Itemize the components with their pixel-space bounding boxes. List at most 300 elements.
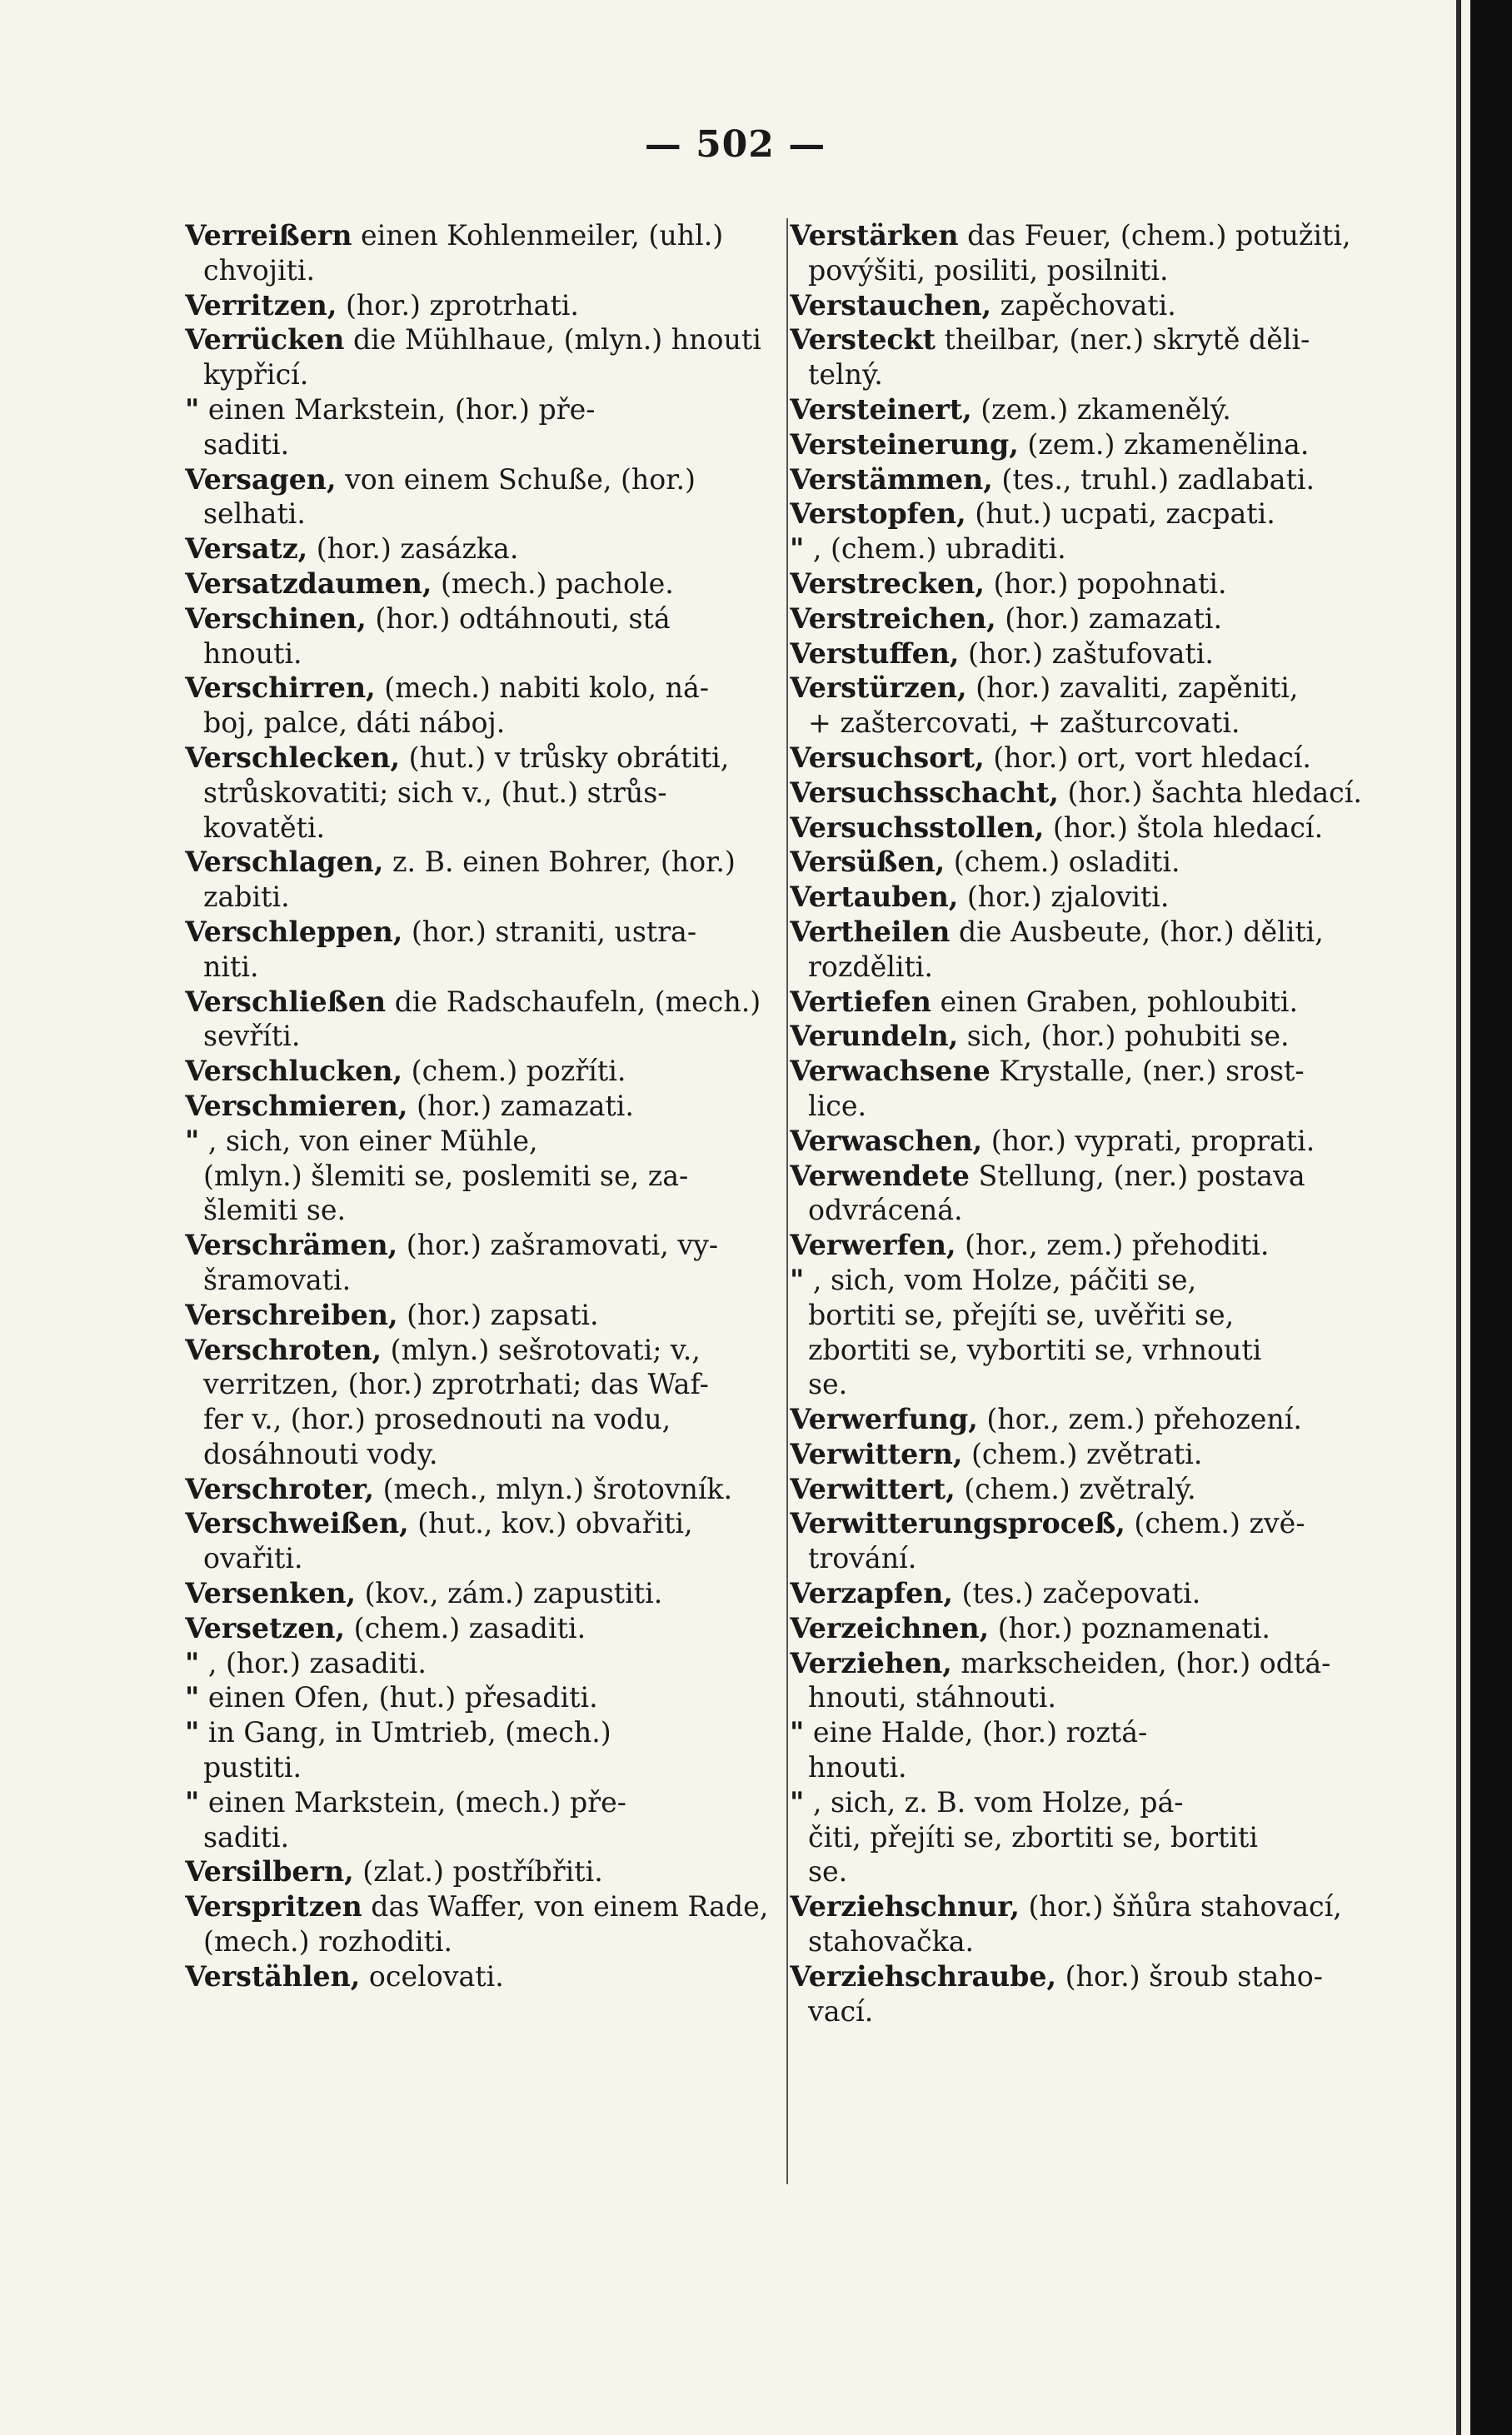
entry-text: (hor.) šachta hledací.: [1067, 776, 1362, 809]
entry-text: (hut.) ucpati, zacpati.: [975, 497, 1275, 531]
entry-headword: Vertiefen: [790, 985, 931, 1018]
entry-first-line: [185, 1506, 785, 1541]
dictionary-entry: [185, 1124, 785, 1228]
entry-text: (hor.) zamazati.: [1005, 601, 1223, 635]
entry-first-line: [790, 915, 1406, 950]
entry-headword: Versilbern,: [185, 1855, 354, 1889]
entry-first-line: [790, 566, 1406, 601]
entry-continuation-line: [185, 1541, 785, 1576]
entry-text: (mech.) nabiti kolo, ná-: [384, 671, 710, 705]
entry-first-line: [790, 1054, 1406, 1089]
entry-text: se.: [808, 1855, 848, 1889]
entry-text: kovatěti.: [203, 811, 326, 844]
dictionary-entry: [185, 1715, 785, 1785]
dictionary-entry: [790, 218, 1406, 288]
entry-headword: Versuchsort,: [790, 741, 985, 774]
entry-continuation-line: [790, 1924, 1406, 1959]
entry-first-line: [790, 392, 1406, 427]
entry-continuation-line: [790, 1820, 1406, 1855]
dictionary-entry: [185, 985, 785, 1055]
dictionary-entry: [790, 1472, 1406, 1507]
entry-headword: Verwachsene: [790, 1055, 991, 1088]
entry-headword: Verritzen,: [185, 288, 337, 322]
entry-headword: ": [185, 1785, 200, 1819]
entry-text: (chem.) zvětrati.: [971, 1437, 1203, 1470]
entry-text: (hor.) štola hledací.: [1052, 811, 1324, 844]
entry-first-line: [185, 1472, 785, 1507]
entry-continuation-line: [790, 1750, 1406, 1785]
entry-first-line: [790, 1228, 1406, 1263]
entry-text: (hor.) odtáhnouti, stá: [375, 601, 671, 635]
entry-text: pustiti.: [203, 1751, 302, 1784]
entry-headword: Verundeln,: [790, 1020, 959, 1053]
dictionary-entry: [790, 1159, 1406, 1229]
entry-text: z. B. einen Bohrer, (hor.): [392, 846, 736, 879]
entry-text: die Mühlhaue, (mlyn.) hnouti: [352, 323, 761, 357]
entry-text: Krystalle, (ner.) srost-: [999, 1055, 1305, 1088]
dictionary-entry: [790, 392, 1406, 427]
entry-text: (hor.) zamazati.: [417, 1089, 634, 1122]
entry-continuation-line: [790, 706, 1406, 741]
entry-text: die Ausbeute, (hor.) děliti,: [958, 915, 1324, 948]
entry-headword: Verziehschraube,: [790, 1959, 1057, 1993]
entry-headword: Verzeichnen,: [790, 1611, 990, 1644]
entry-continuation-line: [185, 636, 785, 671]
entry-headword: Vertauben,: [790, 881, 959, 914]
entry-text: strůskovatiti; sich v., (hut.) strůs-: [203, 776, 667, 809]
entry-first-line: [790, 811, 1406, 846]
entry-headword: Verwittern,: [790, 1437, 963, 1470]
entry-headword: Verschreiben,: [185, 1298, 398, 1331]
entry-first-line: [790, 671, 1406, 706]
dictionary-entry: [185, 531, 785, 566]
entry-text: (hor.) zprotrhati.: [345, 288, 579, 322]
entry-continuation-line: [185, 1019, 785, 1054]
entry-first-line: [790, 601, 1406, 636]
entry-headword: Verschinen,: [185, 601, 367, 635]
entry-text: markscheiden, (hor.) odtá-: [961, 1646, 1331, 1679]
dictionary-entry: [790, 915, 1406, 985]
entry-continuation-line: [790, 1854, 1406, 1889]
dictionary-entry: [185, 671, 785, 741]
dictionary-entry: [185, 1228, 785, 1298]
entry-text: , sich, z. B. vom Holze, pá-: [812, 1785, 1184, 1819]
entry-headword: Verschleppen,: [185, 915, 403, 948]
dictionary-entry: [790, 288, 1406, 323]
entry-text: sich, (hor.) pohubiti se.: [966, 1020, 1290, 1053]
entry-headword: Verstärken: [790, 219, 959, 252]
entry-first-line: [185, 985, 785, 1020]
entry-first-line: [185, 1715, 785, 1750]
dictionary-entry: [185, 1576, 785, 1611]
entry-text: (kov., zám.) zapustiti.: [364, 1577, 663, 1610]
entry-text: saditi.: [203, 427, 290, 461]
entry-headword: Verzapfen,: [790, 1577, 953, 1610]
entry-first-line: [185, 1680, 785, 1715]
entry-text: (hor.) zašramovati, vy-: [406, 1229, 719, 1262]
entry-text: se.: [808, 1368, 848, 1401]
entry-continuation-line: [185, 1402, 785, 1437]
entry-text: das Waffer, von einem Rade,: [371, 1890, 769, 1924]
entry-headword: Verwitterungsproceß,: [790, 1507, 1125, 1540]
dictionary-entry: [185, 915, 785, 985]
entry-headword: Verziehschnur,: [790, 1890, 1020, 1924]
dictionary-entry: [790, 427, 1406, 462]
entry-first-line: [790, 845, 1406, 880]
dictionary-entry: [790, 1611, 1406, 1646]
entry-text: kypřicí.: [203, 358, 309, 392]
dictionary-entry: [185, 1472, 785, 1507]
entry-headword: ": [790, 1785, 805, 1819]
entry-text: zabiti.: [203, 881, 290, 914]
entry-headword: Verschweißen,: [185, 1507, 409, 1540]
entry-text: einen Kohlenmeiler, (uhl.): [361, 219, 724, 252]
entry-headword: ": [790, 1263, 805, 1296]
entry-text: (chem.) pozříti.: [411, 1055, 626, 1088]
entry-headword: Versagen,: [185, 462, 337, 496]
entry-continuation-line: [185, 1367, 785, 1402]
entry-continuation-line: [185, 1750, 785, 1785]
entry-first-line: [790, 1715, 1406, 1750]
entry-first-line: [185, 392, 785, 427]
entry-text: dosáhnouti vody.: [203, 1437, 438, 1470]
entry-headword: Versuchsstollen,: [790, 811, 1045, 844]
entry-text: ocelovati.: [368, 1959, 504, 1993]
entry-text: verritzen, (hor.) zprotrhati; das Waf-: [203, 1368, 709, 1401]
entry-first-line: [790, 880, 1406, 915]
dictionary-entry: [790, 1054, 1406, 1124]
entry-headword: ": [185, 392, 200, 426]
entry-text: (hor.) zjaloviti.: [966, 881, 1170, 914]
entry-text: bortiti se, přejíti se, uvěřiti se,: [808, 1298, 1235, 1331]
entry-continuation-line: [185, 950, 785, 985]
entry-text: (hor.) vyprati, proprati.: [991, 1124, 1315, 1157]
entry-continuation-line: [185, 776, 785, 811]
entry-first-line: [185, 1854, 785, 1889]
entry-text: einen Ofen, (hut.) přesaditi.: [207, 1681, 598, 1714]
entry-headword: Versetzen,: [185, 1611, 346, 1644]
entry-continuation-line: [790, 1367, 1406, 1402]
entry-headword: ": [185, 1681, 200, 1714]
entry-text: rozděliti.: [808, 950, 933, 983]
entry-continuation-line: [185, 496, 785, 531]
entry-headword: Verreißern: [185, 219, 352, 252]
dictionary-entry: [790, 462, 1406, 497]
entry-text: (hor.) poznamenati.: [997, 1611, 1270, 1644]
entry-headword: Verwittert,: [790, 1472, 956, 1505]
entry-first-line: [185, 845, 785, 880]
dictionary-entry: [790, 636, 1406, 671]
entry-headword: Verschlucken,: [185, 1055, 403, 1088]
dictionary-entry: [185, 1298, 785, 1333]
entry-first-line: [790, 462, 1406, 497]
dictionary-entry: [790, 322, 1406, 392]
entry-first-line: [185, 288, 785, 323]
entry-text: saditi.: [203, 1820, 290, 1854]
entry-headword: Versteinert,: [790, 392, 972, 426]
entry-headword: Vertheilen: [790, 915, 951, 948]
entry-text: (hor.) popohnati.: [993, 566, 1227, 600]
entry-continuation-line: [185, 427, 785, 462]
dictionary-entry: [790, 1019, 1406, 1054]
entry-headword: Verschrämen,: [185, 1229, 398, 1262]
entry-headword: Verziehen,: [790, 1646, 952, 1679]
entry-first-line: [185, 915, 785, 950]
dictionary-entry: [185, 741, 785, 845]
dictionary-entry: [185, 1611, 785, 1646]
entry-first-line: [790, 1785, 1406, 1820]
dictionary-entry: [185, 288, 785, 323]
entry-first-line: [790, 322, 1406, 357]
entry-text: + zaštercovati, + zašturcovati.: [808, 706, 1240, 740]
entry-first-line: [790, 1646, 1406, 1681]
dictionary-entry: [185, 1680, 785, 1715]
entry-continuation-line: [185, 1159, 785, 1194]
dictionary-entry: [790, 811, 1406, 846]
entry-text: povýšiti, posiliti, posilniti.: [808, 253, 1169, 287]
dictionary-entry: [790, 1437, 1406, 1472]
entry-text: telný.: [808, 358, 883, 392]
entry-text: šlemiti se.: [203, 1194, 347, 1227]
entry-text: stahovačka.: [808, 1925, 975, 1958]
entry-text: Stellung, (ner.) postava: [978, 1159, 1305, 1192]
entry-first-line: [185, 1054, 785, 1089]
entry-first-line: [185, 1576, 785, 1611]
entry-text: (mlyn.) sešrotovati; v.,: [390, 1333, 701, 1366]
dictionary-entry: [790, 1263, 1406, 1402]
entry-first-line: [185, 1889, 785, 1924]
entry-text: (zlat.) postříbřiti.: [362, 1855, 603, 1889]
dictionary-entry: [790, 496, 1406, 531]
dictionary-entry: [185, 1785, 785, 1855]
entry-text: boj, palce, dáti náboj.: [203, 706, 506, 740]
entry-continuation-line: [790, 357, 1406, 392]
entry-first-line: [790, 1263, 1406, 1298]
dictionary-entry: [790, 1576, 1406, 1611]
entry-headword: ": [185, 1124, 200, 1157]
entry-headword: Versuchsschacht,: [790, 776, 1059, 809]
entry-continuation-line: [790, 1193, 1406, 1228]
entry-text: lice.: [808, 1089, 867, 1122]
entry-text: theilbar, (ner.) skrytě děli-: [944, 323, 1310, 357]
entry-first-line: [790, 1611, 1406, 1646]
entry-text: zbortiti se, vybortiti se, vrhnouti: [808, 1333, 1262, 1366]
dictionary-entry: [185, 1646, 785, 1681]
dictionary-entry: [185, 218, 785, 288]
scan-border: [1470, 0, 1512, 2435]
entry-text: (chem.) zasaditi.: [353, 1611, 586, 1644]
entry-text: hnouti.: [203, 636, 302, 670]
dictionary-entry: [790, 601, 1406, 636]
entry-text: einen Graben, pohloubiti.: [940, 985, 1299, 1018]
entry-first-line: [185, 1611, 785, 1646]
entry-first-line: [790, 288, 1406, 323]
entry-text: (mech.) pachole.: [440, 566, 674, 600]
entry-first-line: [790, 741, 1406, 776]
dictionary-entry: [790, 1402, 1406, 1437]
entry-continuation-line: [790, 253, 1406, 288]
entry-continuation-line: [185, 1820, 785, 1855]
dictionary-entry: [185, 462, 785, 532]
entry-headword: Verstopfen,: [790, 497, 966, 531]
dictionary-entry: [185, 566, 785, 601]
entry-first-line: [185, 1646, 785, 1681]
entry-text: sevříti.: [203, 1020, 301, 1053]
entry-text: das Feuer, (chem.) potužiti,: [967, 219, 1351, 252]
entry-first-line: [185, 1228, 785, 1263]
entry-text: (mlyn.) šlemiti se, poslemiti se, za-: [203, 1159, 689, 1192]
dictionary-entry: [790, 1506, 1406, 1576]
page-edge-shadow: [1456, 0, 1461, 2435]
dictionary-entry: [790, 1124, 1406, 1159]
entry-text: trování.: [808, 1542, 917, 1575]
entry-text: (hor.) zapsati.: [407, 1298, 599, 1331]
entry-text: šramovati.: [203, 1263, 352, 1296]
entry-continuation-line: [185, 1193, 785, 1228]
dictionary-entry: [790, 741, 1406, 776]
entry-continuation-line: [185, 706, 785, 741]
dictionary-entry: [185, 1054, 785, 1089]
entry-text: (hor.) šňůra stahovací,: [1028, 1890, 1342, 1924]
dictionary-entry: [790, 776, 1406, 811]
entry-text: (zem.) zkamenělý.: [981, 392, 1231, 426]
entry-headword: Verschroten,: [185, 1333, 382, 1366]
entry-first-line: [790, 1159, 1406, 1194]
entry-headword: Versteckt: [790, 323, 936, 357]
entry-headword: ": [185, 1716, 200, 1749]
entry-continuation-line: [790, 1994, 1406, 2029]
entry-headword: Verstreichen,: [790, 601, 996, 635]
dictionary-entry: [790, 531, 1406, 566]
entry-headword: Verstählen,: [185, 1959, 361, 1993]
entry-text: zapěchovati.: [1000, 288, 1176, 322]
entry-first-line: [790, 1472, 1406, 1507]
entry-headword: Verwerfung,: [790, 1403, 978, 1436]
entry-text: (hor.) zaštufovati.: [968, 636, 1214, 670]
entry-text: čiti, přejíti se, zbortiti se, bortiti: [808, 1820, 1258, 1854]
dictionary-entry: [185, 601, 785, 671]
entry-headword: Verstürzen,: [790, 671, 967, 705]
dictionary-entry: [790, 1646, 1406, 1716]
entry-text: (hor.) šroub staho-: [1065, 1959, 1323, 1993]
entry-text: (hor.) ort, vort hledací.: [993, 741, 1311, 774]
entry-continuation-line: [185, 811, 785, 846]
entry-first-line: [790, 776, 1406, 811]
entry-headword: ": [790, 1716, 805, 1749]
entry-first-line: [790, 1506, 1406, 1541]
dictionary-entry: [790, 880, 1406, 915]
entry-first-line: [185, 671, 785, 706]
dictionary-entry: [185, 1889, 785, 1959]
entry-text: , (chem.) ubraditi.: [812, 532, 1066, 566]
entry-headword: Verwaschen,: [790, 1124, 983, 1157]
entry-continuation-line: [185, 1437, 785, 1472]
dictionary-entry: [185, 1506, 785, 1576]
entry-first-line: [790, 1959, 1406, 1994]
entry-headword: Verstauchen,: [790, 288, 992, 322]
entry-headword: Versenken,: [185, 1577, 357, 1610]
entry-continuation-line: [185, 357, 785, 392]
entry-text: (chem.) zvětralý.: [964, 1472, 1196, 1505]
dictionary-entry: [185, 1333, 785, 1472]
entry-text: eine Halde, (hor.) roztá-: [812, 1716, 1148, 1749]
dictionary-entry: [185, 392, 785, 462]
entry-first-line: [790, 985, 1406, 1020]
entry-headword: Verstämmen,: [790, 462, 993, 496]
entry-continuation-line: [185, 1263, 785, 1298]
entry-headword: Versüßen,: [790, 846, 946, 879]
left-column: [185, 218, 785, 1994]
entry-text: (chem.) osladiti.: [953, 846, 1180, 879]
entry-first-line: [185, 1298, 785, 1333]
entry-headword: Verschroter,: [185, 1472, 375, 1505]
entry-text: , (hor.) zasaditi.: [207, 1646, 427, 1679]
entry-first-line: [185, 1124, 785, 1159]
entry-text: fer v., (hor.) prosednouti na vodu,: [203, 1403, 671, 1436]
entry-text: (zem.) zkamenělina.: [1027, 427, 1310, 461]
entry-first-line: [790, 496, 1406, 531]
dictionary-entry: [790, 845, 1406, 880]
entry-continuation-line: [185, 253, 785, 288]
entry-headword: Verschirren,: [185, 671, 376, 705]
dictionary-entry: [790, 1889, 1406, 1959]
entry-first-line: [185, 566, 785, 601]
dictionary-entry: [185, 322, 785, 392]
entry-first-line: [790, 1019, 1406, 1054]
entry-text: , sich, vom Holze, páčiti se,: [812, 1263, 1197, 1296]
entry-text: die Radschaufeln, (mech.): [394, 985, 761, 1018]
entry-headword: Verschmieren,: [185, 1089, 408, 1122]
entry-headword: Verschlagen,: [185, 846, 384, 879]
entry-headword: Verschlecken,: [185, 741, 401, 774]
entry-headword: Versteinerung,: [790, 427, 1019, 461]
entry-continuation-line: [790, 1333, 1406, 1368]
entry-continuation-line: [185, 1924, 785, 1959]
entry-first-line: [790, 1124, 1406, 1159]
entry-first-line: [185, 1785, 785, 1820]
entry-text: (tes., truhl.) zadlabati.: [1001, 462, 1315, 496]
entry-text: (hor.) straniti, ustra-: [411, 915, 697, 948]
entry-text: , sich, von einer Mühle,: [207, 1124, 538, 1157]
dictionary-entry: [185, 1959, 785, 1994]
entry-first-line: [790, 218, 1406, 253]
entry-headword: Verschließen: [185, 985, 387, 1018]
dictionary-entry: [790, 1715, 1406, 1785]
entry-text: (mech.) rozhoditi.: [203, 1925, 453, 1958]
entry-first-line: [790, 636, 1406, 671]
entry-text: (hut., kov.) obvařiti,: [417, 1507, 693, 1540]
entry-continuation-line: [790, 1089, 1406, 1124]
entry-first-line: [185, 1959, 785, 1994]
dictionary-entry: [790, 1785, 1406, 1889]
entry-text: (hor., zem.) přehoditi.: [965, 1229, 1270, 1262]
entry-first-line: [185, 462, 785, 497]
entry-headword: Verstrecken,: [790, 566, 985, 600]
entry-text: (chem.) zvě-: [1134, 1507, 1305, 1540]
entry-headword: ": [185, 1646, 200, 1679]
entry-text: in Gang, in Umtrieb, (mech.): [207, 1716, 611, 1749]
entry-first-line: [790, 1889, 1406, 1924]
right-column: [790, 218, 1406, 2028]
entry-first-line: [790, 1402, 1406, 1437]
entry-headword: Versatz,: [185, 532, 308, 566]
entry-text: vací.: [808, 1994, 874, 2028]
entry-continuation-line: [790, 1541, 1406, 1576]
entry-continuation-line: [790, 1680, 1406, 1715]
entry-text: hnouti.: [808, 1751, 907, 1784]
dictionary-entry: [185, 845, 785, 915]
dictionary-entry: [185, 1089, 785, 1124]
